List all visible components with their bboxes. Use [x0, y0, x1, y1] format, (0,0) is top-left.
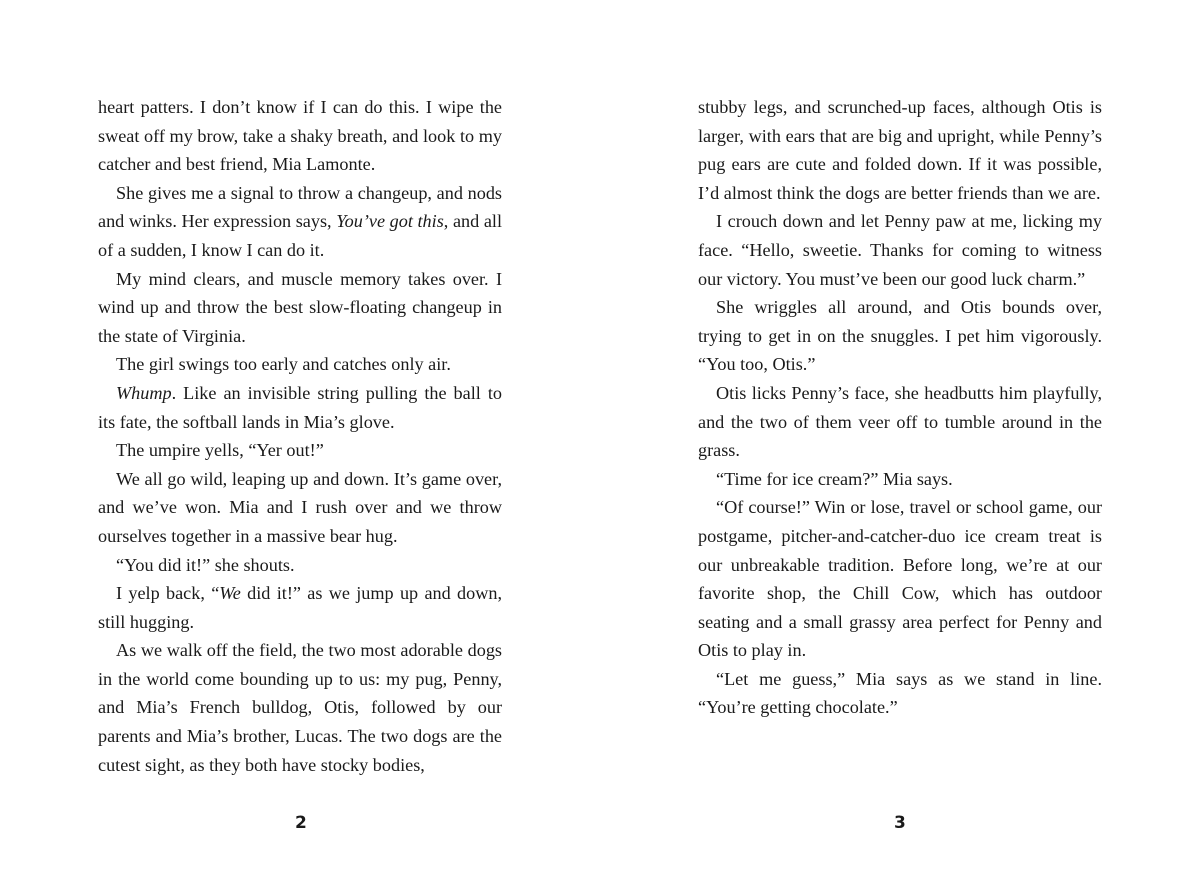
- paragraph: She gives me a signal to throw a changeup, and nods and winks. Her expression says, You’ve got this, and all of a sudden, I know I can do it.: [98, 182, 502, 260]
- paragraph: My mind clears, and muscle memory takes over. I wind up and throw the best slow-floating changeup in the state of Virginia.: [98, 268, 502, 346]
- paragraph: heart patters. I don’t know if I can do this. I wipe the sweat off my brow, take a shaky breath, and look to my catcher and best friend, Mia Lamonte.: [98, 97, 502, 175]
- paragraph: I yelp back, “We did it!” as we jump up and down, still hugging.: [98, 583, 502, 632]
- left-page-text: [98, 93, 502, 793]
- paragraph: “Let me guess,” Mia says as we stand in line. “You’re getting chocolate.”: [698, 668, 1102, 718]
- paragraph: The girl swings too early and catches only air.: [116, 354, 451, 375]
- right-page-text: [698, 93, 1102, 793]
- paragraph: I crouch down and let Penny paw at me, licking my face. “Hello, sweetie. Thanks for coming to witness our victory. You must’ve been our good luck charm.”: [698, 211, 1102, 289]
- paragraph: “You did it!” she shouts.: [116, 554, 295, 575]
- page-number-left: 2: [295, 813, 307, 833]
- paragraph: Whump. Like an invisible string pulling the ball to its fate, the softball lands in Mia’s glove.: [98, 382, 502, 432]
- paragraph: The umpire yells, “Yer out!”: [116, 440, 324, 461]
- paragraph: We all go wild, leaping up and down. It’s game over, and we’ve won. Mia and I rush over and we throw ourselves together in a massive bear hug.: [98, 468, 502, 546]
- paragraph: She wriggles all around, and Otis bounds over, trying to get in on the snuggles. I pet him vigorously. “You too, Otis.”: [698, 297, 1102, 375]
- paragraph: stubby legs, and scrunched-up faces, although Otis is larger, with ears that are big and upright, while Penny’s pug ears are cute and folded down. If it was possible, I’d almost think the dogs are better friends than we are.: [698, 97, 1102, 203]
- paragraph: “Time for ice cream?” Mia says.: [716, 468, 953, 489]
- paragraph: Otis licks Penny’s face, she headbutts him playfully, and the two of them veer off to tumble around in the grass.: [698, 382, 1102, 461]
- paragraph: As we walk off the field, the two most adorable dogs in the world come bounding up to us: my pug, Penny, and Mia’s French bulldog, Otis, followed by our parents and Mia’s brother, Lucas. The two dogs are the cutest sight, as they both have stocky bodies,: [98, 640, 502, 775]
- paragraph: “Of course!” Win or lose, travel or school game, our postgame, pitcher-and-catcher-duo ice cream treat is our unbreakable tradition. Before long, we’re at our favorite shop, the Chill Cow, which has outdoor seating and a small grassy area perfect for Penny and Otis to play in.: [698, 497, 1102, 661]
- page-number-right: 3: [894, 813, 906, 833]
